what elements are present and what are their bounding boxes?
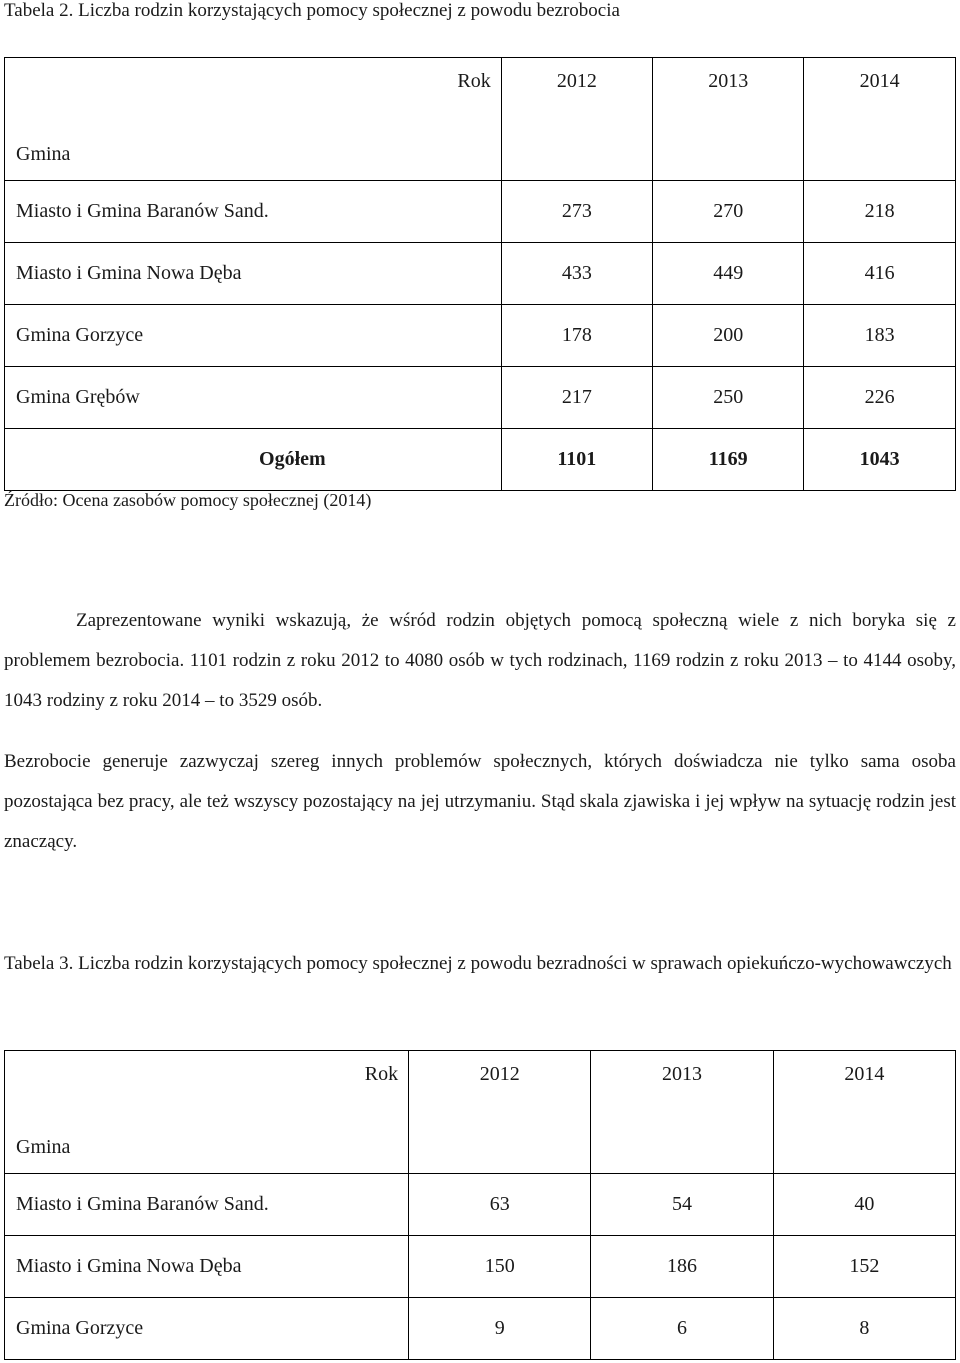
table-row xyxy=(5,1236,956,1298)
cell-value: 8 xyxy=(773,1298,955,1360)
cell-value: 273 xyxy=(501,181,652,243)
year-header: 2014 xyxy=(773,1051,955,1174)
cell-value: 270 xyxy=(653,181,804,243)
year-header: 2013 xyxy=(653,58,804,181)
cell-value: 226 xyxy=(804,367,956,429)
year-header: 2012 xyxy=(501,58,652,181)
row-name: Miasto i Gmina Nowa Dęba xyxy=(5,243,502,305)
total-value: 1043 xyxy=(804,429,956,491)
row-name: Gmina Grębów xyxy=(5,367,502,429)
row-name: Gmina Gorzyce xyxy=(5,1298,409,1360)
table2-header-row xyxy=(5,58,956,181)
table2 xyxy=(4,57,956,491)
table3 xyxy=(4,1050,956,1360)
cell-value: 250 xyxy=(653,367,804,429)
table2-source: Źródło: Ocena zasobów pomocy społecznej (2014) xyxy=(4,490,372,510)
table-row xyxy=(5,305,956,367)
table2-caption: Tabela 2. Liczba rodzin korzystających pomocy społecznej z powodu bezrobocia xyxy=(4,0,620,21)
gmina-label: Gmina xyxy=(16,143,71,165)
table-row xyxy=(5,181,956,243)
rok-label: Rok xyxy=(457,70,491,92)
cell-value: 217 xyxy=(501,367,652,429)
cell-value: 63 xyxy=(409,1174,591,1236)
total-value: 1169 xyxy=(653,429,804,491)
cell-value: 200 xyxy=(653,305,804,367)
cell-value: 40 xyxy=(773,1174,955,1236)
cell-value: 6 xyxy=(591,1298,773,1360)
table3-caption: Tabela 3. Liczba rodzin korzystających pomocy społecznej z powodu bezradności w sprawach opiekuńczo-wychowawczych xyxy=(4,953,952,974)
table-total-row xyxy=(5,429,956,491)
table-row xyxy=(5,243,956,305)
cell-value: 416 xyxy=(804,243,956,305)
rok-label: Rok xyxy=(364,1063,399,1085)
cell-value: 183 xyxy=(804,305,956,367)
cell-value: 152 xyxy=(773,1236,955,1298)
gmina-label: Gmina xyxy=(16,1136,71,1158)
cell-value: 150 xyxy=(409,1236,591,1298)
year-header: 2012 xyxy=(409,1051,591,1174)
row-name: Miasto i Gmina Baranów Sand. xyxy=(5,1174,409,1236)
year-header: 2013 xyxy=(591,1051,773,1174)
cell-value: 186 xyxy=(591,1236,773,1298)
table2-header-corner xyxy=(5,58,502,181)
cell-value: 9 xyxy=(409,1298,591,1360)
table-row xyxy=(5,367,956,429)
row-name: Gmina Gorzyce xyxy=(5,305,502,367)
cell-value: 54 xyxy=(591,1174,773,1236)
cell-value: 218 xyxy=(804,181,956,243)
paragraph-1: Zaprezentowane wyniki wskazują, że wśród rodzin objętych pomocą społeczną wiele z nich boryka się z problemem bezrobocia. 1101 rodzin z roku 2012 to 4080 osób w tych rodzinach, 1169 rodzin z roku 2013 – to 4144 osoby, 1043 rodziny z roku 2014 – to 3529 osób. xyxy=(4,610,956,711)
paragraph-2: Bezrobocie generuje zazwyczaj szereg innych problemów społecznych, których doświadcza nie tylko sama osoba pozostająca bez pracy, ale też wszyscy pozostający na jej utrzymaniu. Stąd skala zjawiska i jej wpływ na sytuację rodzin jest znaczący. xyxy=(4,751,956,852)
cell-value: 449 xyxy=(653,243,804,305)
total-value: 1101 xyxy=(501,429,652,491)
table-row xyxy=(5,1174,956,1236)
row-name: Miasto i Gmina Baranów Sand. xyxy=(5,181,502,243)
total-label: Ogółem xyxy=(5,429,502,491)
row-name: Miasto i Gmina Nowa Dęba xyxy=(5,1236,409,1298)
cell-value: 433 xyxy=(501,243,652,305)
table3-header-row xyxy=(5,1051,956,1174)
table3-header-corner xyxy=(5,1051,409,1174)
cell-value: 178 xyxy=(501,305,652,367)
year-header: 2014 xyxy=(804,58,956,181)
table-row xyxy=(5,1298,956,1360)
